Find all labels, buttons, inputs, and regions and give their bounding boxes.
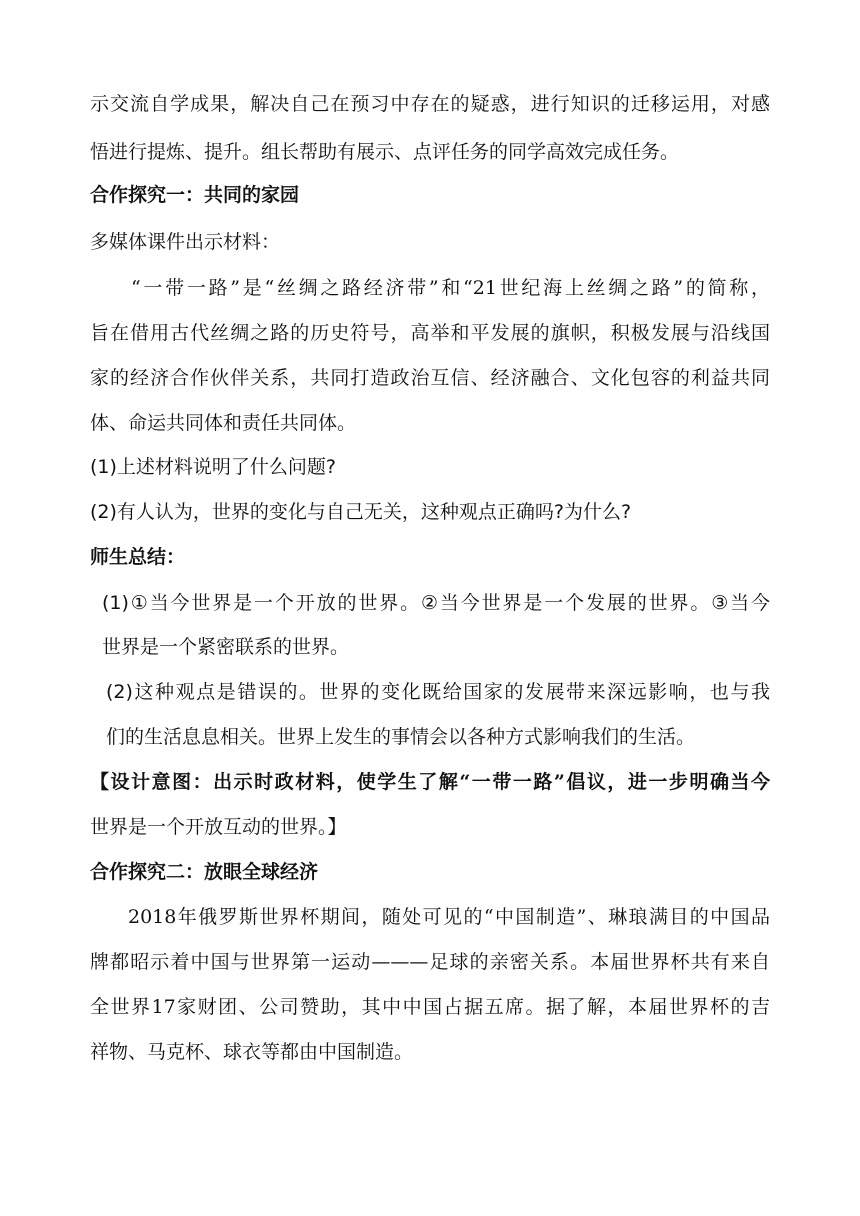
material-line-4: 体、命运共同体和责任共同体。 [90,412,357,434]
worldcup-line-1: 2018年俄罗斯世界杯期间，随处可见的“中国制造”、琳琅满目的中国品 [128,906,770,928]
summary-answer-1-line-1: (1)①当今世界是一个开放的世界。②当今世界是一个发展的世界。③当今 [102,592,770,614]
summary-heading: 师生总结： [90,546,186,568]
material-line-2: 旨在借用古代丝绸之路的历史符号，高举和平发展的旗帜，积极发展与沿线国 [90,322,770,344]
material-line-1: “一带一路”是“丝绸之路经济带”和“21世纪海上丝绸之路”的简称， [131,277,770,299]
question-1: (1)上述材料说明了什么问题? [90,456,336,478]
summary-answer-2-line-2: 们的生活息息相关。世界上发生的事情会以各种方式影响我们的生活。 [106,726,696,748]
summary-answer-2-line-1: (2)这种观点是错误的。世界的变化既给国家的发展带来深远影响，也与我 [106,681,770,703]
worldcup-line-2: 牌都昭示着中国与世界第一运动———足球的亲密关系。本届世界杯共有来自 [90,951,770,973]
section2-heading: 合作探究二：放眼全球经济 [90,861,319,883]
worldcup-line-3: 全世界17家财团、公司赞助，其中中国占据五席。据了解，本届世界杯的吉 [90,996,770,1018]
section1-heading: 合作探究一：共同的家园 [90,184,300,206]
worldcup-line-4: 祥物、马克杯、球衣等都由中国制造。 [90,1041,414,1063]
summary-answer-1-line-2: 世界是一个紧密联系的世界。 [102,636,350,658]
design-intent-line-2: 世界是一个开放互动的世界。】 [90,816,347,838]
intro-line-1: 示交流自学成果，解决自己在预习中存在的疑惑，进行知识的迁移运用，对感 [90,93,770,115]
section1-lead: 多媒体课件出示材料： [90,231,281,253]
question-2: (2)有人认为，世界的变化与自己无关，这种观点正确吗?为什么? [90,501,632,523]
material-line-3: 家的经济合作伙伴关系，共同打造政治互信、经济融合、文化包容的利益共同 [90,367,770,389]
intro-line-2: 悟进行提炼、提升。组长帮助有展示、点评任务的同学高效完成任务。 [90,141,680,163]
design-intent-line-1: 【设计意图：出示时政材料，使学生了解“一带一路”倡议，进一步明确当今 [90,771,770,793]
